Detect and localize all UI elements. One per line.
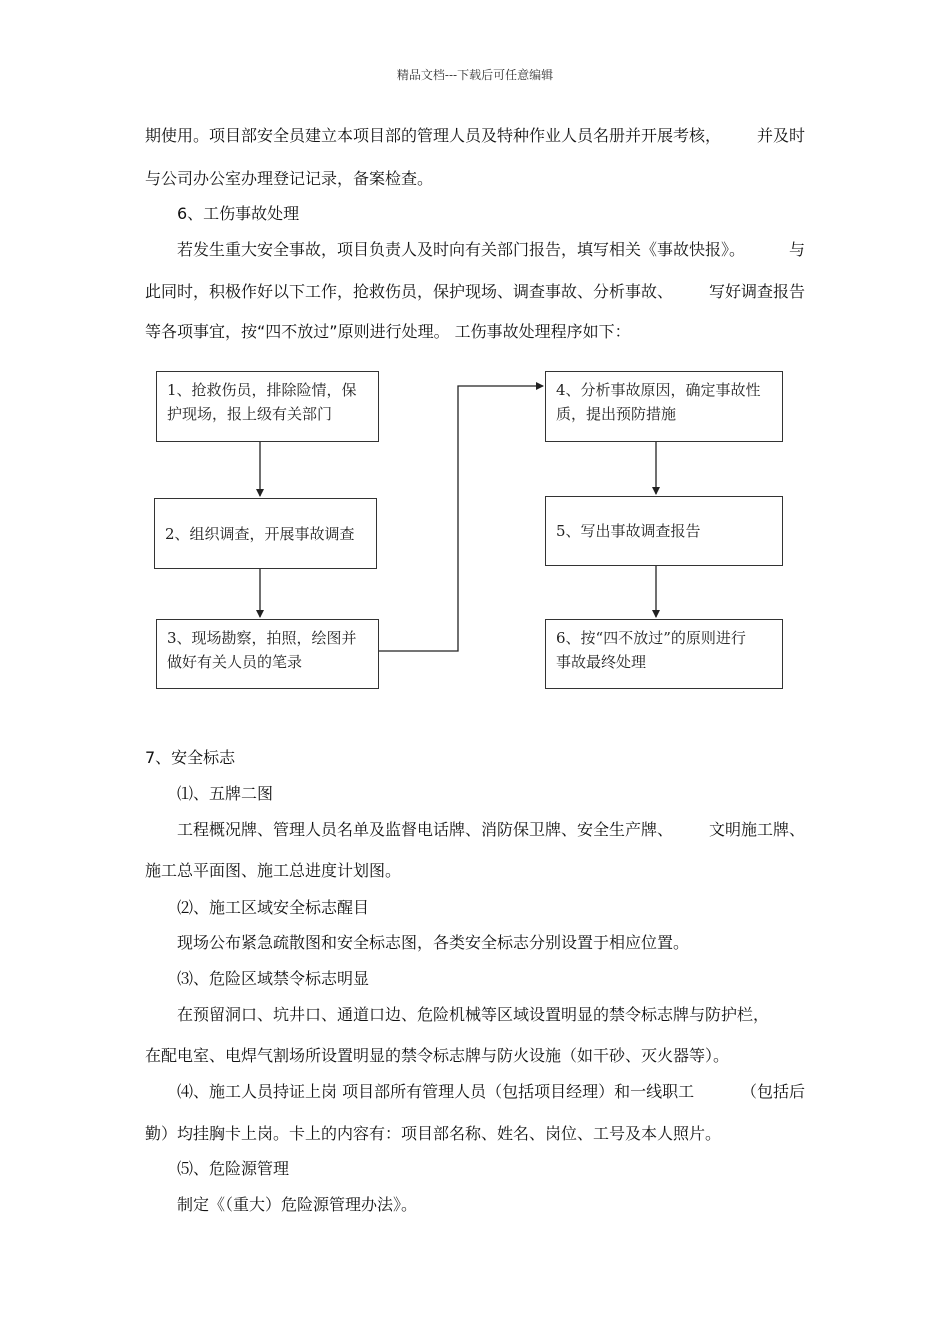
paragraph-line: 制定《（重大）危险源管理办法》。	[177, 1195, 418, 1214]
paragraph-line	[177, 820, 805, 840]
paragraph-line	[177, 1082, 805, 1102]
text-segment: 期使用。项目部安全员建立本项目部的管理人员及特种作业人员名册并开展考核，	[145, 126, 722, 145]
text-segment: 文明施工牌、	[708, 820, 805, 839]
page-header: 精品文档---下载后可任意编辑	[396, 68, 554, 82]
step-text: 5、写出事故调查报告	[556, 522, 701, 540]
section-7-title: 7、安全标志	[145, 748, 236, 767]
step-text: 事故最终处理	[556, 653, 647, 671]
flow-step-3	[156, 619, 379, 689]
step-text: 3、现场勘察，拍照，绘图并	[167, 629, 357, 647]
step-text: 6、按“四不放过”的原则进行	[556, 629, 746, 647]
paragraph-line: 与公司办公室办理登记记录，备案检查。	[145, 169, 434, 188]
step-text: 质，提出预防措施	[556, 405, 677, 423]
step-text: 1、抢救伤员，排除险情，保	[167, 381, 357, 399]
step-text: 护现场，报上级有关部门	[167, 405, 333, 423]
subsection-title: ⑸、危险源管理	[177, 1159, 290, 1178]
paragraph-line: 等各项事宜，按“四不放过”原则进行处理。 工伤事故处理程序如下：	[145, 322, 631, 341]
step-text: 4、分析事故原因，确定事故性	[556, 381, 761, 399]
paragraph-line: 现场公布紧急疏散图和安全标志图，各类安全标志分别设置于相应位置。	[177, 933, 690, 952]
paragraph-line: 在配电室、电焊气割场所设置明显的禁令标志牌与防火设施（如干砂、灭火器等）。	[145, 1046, 730, 1065]
section-6-title: 6、工伤事故处理	[177, 204, 300, 223]
subsection-title: ⑴、五牌二图	[177, 784, 274, 803]
paragraph-line: 施工总平面图、施工总进度计划图。	[145, 861, 402, 880]
flow-step-4	[545, 371, 783, 442]
text-segment: 若发生重大安全事故，项目负责人及时向有关部门报告，填写相关《事故快报》。	[177, 240, 746, 259]
arrow-3-4	[379, 386, 543, 651]
text-segment: 写好调查报告	[708, 282, 805, 301]
flow-step-2	[154, 498, 377, 569]
text-segment: 工程概况牌、管理人员名单及监督电话牌、消防保卫牌、安全生产牌、	[177, 820, 674, 839]
text-segment: 此同时，积极作好以下工作，抢救伤员，保护现场、调查事故、分析事故、	[145, 282, 674, 301]
text-segment: （包括后	[740, 1082, 805, 1101]
flow-step-5	[545, 496, 783, 566]
step-text: 做好有关人员的笔录	[167, 653, 303, 671]
text-segment: 并及时	[756, 126, 805, 145]
paragraph-line: 在预留洞口、坑井口、通道口边、危险机械等区域设置明显的禁令标志牌与防护栏，	[177, 1005, 770, 1024]
subsection-title: ⑵、施工区域安全标志醒目	[177, 898, 370, 917]
text-segment: 与	[788, 240, 805, 259]
paragraph-line: 勤）均挂胸卡上岗。卡上的内容有：项目部名称、姓名、岗位、工号及本人照片。	[145, 1124, 722, 1143]
step-text: 2、组织调查，开展事故调查	[165, 524, 355, 543]
flow-step-6	[545, 619, 783, 689]
subsection-title: ⑶、危险区域禁令标志明显	[177, 969, 370, 988]
text-segment: ⑷、施工人员持证上岗 项目部所有管理人员（包括项目经理）和一线职工	[177, 1082, 695, 1101]
flow-step-1	[156, 371, 379, 442]
